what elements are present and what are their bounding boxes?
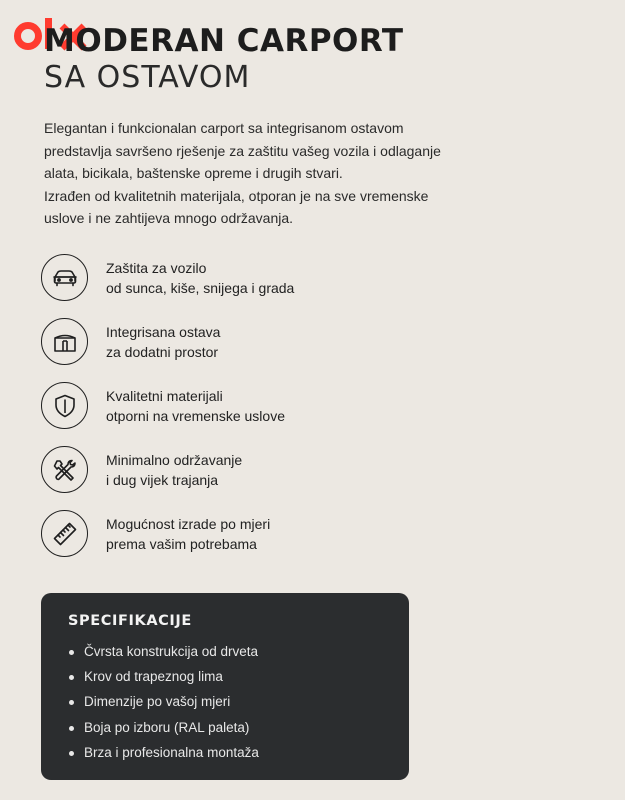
- description-paragraph-2: Izrađen od kvalitetnih materijala, otporan je na sve vremenske uslove i ne zahtijeva mnogo održavanja.: [44, 187, 429, 226]
- title-line-2: SA OSTAVOM: [44, 60, 251, 95]
- specifications-panel: [41, 593, 409, 780]
- description: [44, 117, 464, 230]
- specification-item: Krov od trapeznog lima: [68, 664, 382, 689]
- feature-title: Kvalitetni materijali: [106, 387, 223, 404]
- specification-item: Dimenzije po vašoj mjeri: [68, 689, 382, 714]
- storage-shed-icon: [41, 318, 88, 365]
- specification-item: Čvrsta konstrukcija od drveta: [68, 639, 382, 664]
- feature-list: [41, 252, 361, 572]
- ruler-icon: [41, 510, 88, 557]
- description-paragraph-1: Elegantan i funkcionalan carport sa integrisanom ostavom predstavlja savršeno rješenje za zaštitu vašeg vozila i odlaganje alata, bicikala, baštenske opreme i drugih stvari.: [44, 120, 441, 181]
- feature-subtitle: prema vašim potrebama: [106, 535, 257, 552]
- feature-subtitle: od sunca, kiše, snijega i grada: [106, 279, 295, 296]
- specifications-list: [68, 639, 382, 765]
- specification-item: Boja po izboru (RAL paleta): [68, 715, 382, 740]
- title-line-1: MODERAN CARPORT: [44, 23, 404, 59]
- feature-subtitle: za dodatni prostor: [106, 343, 219, 360]
- feature-item-storage: [41, 316, 361, 367]
- feature-title: Integrisana ostava: [106, 323, 221, 340]
- specifications-title: SPECIFIKACIJE: [68, 613, 192, 629]
- feature-title: Minimalno održavanje: [106, 451, 243, 468]
- specification-item: Brza i profesionalna montaža: [68, 740, 382, 765]
- feature-item-maintenance: [41, 444, 361, 495]
- feature-item-custom-size: [41, 508, 361, 559]
- feature-item-vehicle-protection: [41, 252, 361, 303]
- car-icon: [41, 254, 88, 301]
- shield-icon: [41, 382, 88, 429]
- feature-subtitle: otporni na vremenske uslove: [106, 407, 285, 424]
- feature-item-materials: [41, 380, 361, 431]
- tools-icon: [41, 446, 88, 493]
- page-title: [44, 22, 404, 96]
- feature-subtitle: i dug vijek trajanja: [106, 471, 219, 488]
- feature-title: Zaštita za vozilo: [106, 259, 207, 276]
- feature-title: Mogućnost izrade po mjeri: [106, 515, 271, 532]
